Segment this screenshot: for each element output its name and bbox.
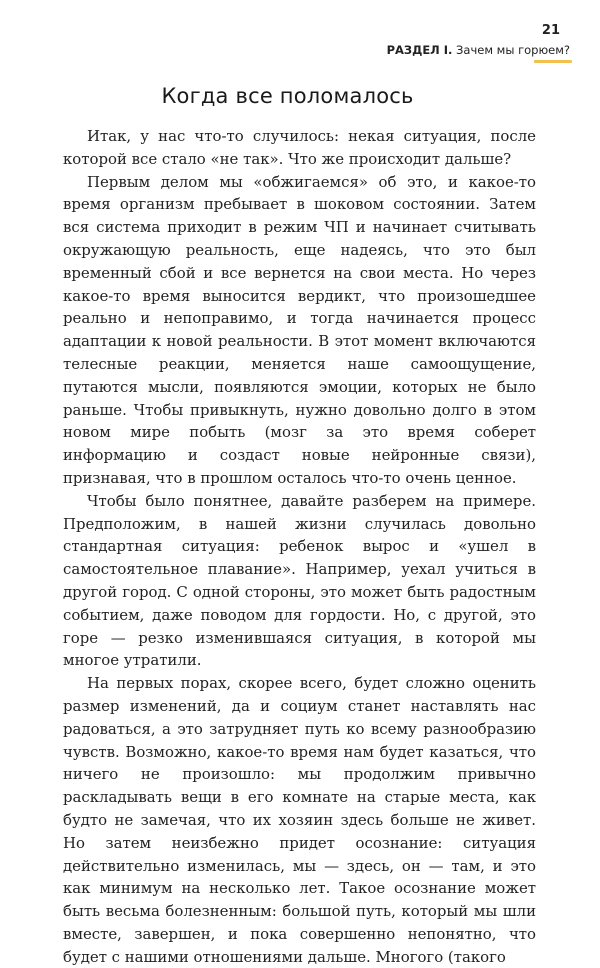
paragraph-3: Чтобы было понятнее, давайте разберем на примере. Предположим, в нашей жизни случилась довольно стандартная ситуация: ребенок вырос и «ушел в самостоятельное плавание». Например, уехал учиться в другой город. С одной стороны, это может быть радостным событием, даже поводом для гордости. Но, с другой, это горе — резко изменившаяся ситуация, в которой мы многое утратили. [63,491,536,670]
chapter-title: Когда все поломалось [161,84,414,108]
paragraph-1: Итак, у нас что-то случилось: некая ситуация, после которой все стало «не так». Что же происходит дальше? [63,127,536,168]
header-accent-bar [534,60,572,63]
paragraph-2: Первым делом мы «обжигаемся» об это, и какое-то время организм пребывает в шоковом состоянии. Затем вся система приходит в режим ЧП и начинает считывать окружающую реальность, еще надеясь, что это был временный сбой и все вернется на свои места. Но через какое-то время выносится вердикт, что произошедшее реально и непоправимо, и тогда начинается процесс адаптации к новой реальности. В этот момент включаются телесные реакции, меняется наше самоощущение, путаются мысли, появляются эмоции, которых не было раньше. Чтобы привыкнуть, нужно довольно долго в этом новом мире побыть (мозг за это время соберет информацию и создаст новые нейронные связи), признавая, что в прошлом осталось что-то очень ценное. [63,172,536,487]
section-title: Зачем мы горюем? [456,43,570,57]
paragraph-4: На первых порах, скорее всего, будет сложно оценить размер изменений, да и социум станет наставлять нас радоваться, а это затрудняет путь ко всему разнообразию чувств. Возможно, какое-то время нам будет казаться, что ничего не произошло: мы продолжим привычно раскладывать вещи в его комнате на старые места, как будто не замечая, что их хозяин здесь больше не живет. Но затем неизбежно придет осознание: ситуация действительно изменилась, мы — здесь, он — там, и это как минимум на несколько лет. Такое осознание может быть весьма болезненным: большой путь, который мы шли вместе, завершен, и пока совершенно непонятно, что будет с нашими отношениями дальше. Многого (такого [63,674,536,966]
page-number: 21 [541,23,560,38]
running-header [387,43,570,57]
body-text [63,125,536,968]
section-label: РАЗДЕЛ I. [386,43,453,57]
